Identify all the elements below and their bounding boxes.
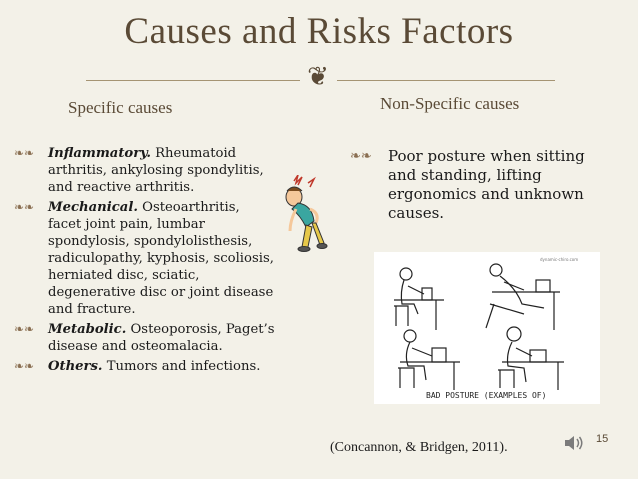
posture-caption: BAD POSTURE (EXAMPLES OF) (426, 391, 547, 400)
nonspecific-causes-heading: Non-Specific causes (380, 94, 520, 113)
speaker-icon[interactable] (563, 434, 585, 452)
bullet-icon: ❧❧ (14, 359, 35, 373)
flourish-icon: ❦ (307, 62, 329, 92)
cause-term: Others. (48, 359, 103, 374)
image-source-text: dynamic-chiro.com (540, 257, 579, 262)
list-item (350, 147, 605, 223)
cause-text: Rheumatoid arthritis, ankylosing spondylitis, and reactive arthritis. (48, 146, 264, 195)
title-rule-left (86, 80, 300, 81)
list-item (14, 199, 276, 318)
list-item (14, 321, 276, 355)
cause-term: Inflammatory. (48, 146, 151, 161)
bullet-icon: ❧❧ (14, 200, 35, 214)
citation: (Concannon, & Bridgen, 2011). (330, 440, 508, 455)
bullet-icon: ❧❧ (350, 149, 372, 164)
slide-title: Causes and Risks Factors (124, 11, 514, 52)
cause-term: Metabolic. (48, 322, 127, 337)
page-number: 15 (596, 433, 609, 445)
cause-text: Osteoporosis, Paget’s disease and osteomalacia. (48, 322, 275, 354)
list-item (14, 358, 276, 375)
back-pain-clipart-icon (276, 175, 328, 255)
title-rule-right (337, 80, 555, 81)
bullet-icon: ❧❧ (14, 146, 35, 160)
bullet-icon: ❧❧ (14, 322, 35, 336)
bad-posture-image (374, 252, 600, 404)
cause-text: Osteoarthritis, facet joint pain, lumbar spondylosis, spondylolisthesis, radiculopathy, kyphosis, scoliosis, herniated disc, sciatic, degenerative disc or joint disease and fracture. (48, 200, 274, 317)
specific-causes-heading: Specific causes (68, 98, 173, 117)
list-item (14, 145, 276, 196)
cause-text: Tumors and infections. (102, 359, 261, 374)
specific-causes-list (14, 145, 276, 378)
cause-term: Mechanical. (48, 200, 138, 215)
cause-text: Poor posture when sitting and standing, lifting ergonomics and unknown causes. (388, 147, 585, 222)
bad-posture-sketch (374, 252, 600, 404)
nonspecific-causes-list (350, 147, 605, 226)
